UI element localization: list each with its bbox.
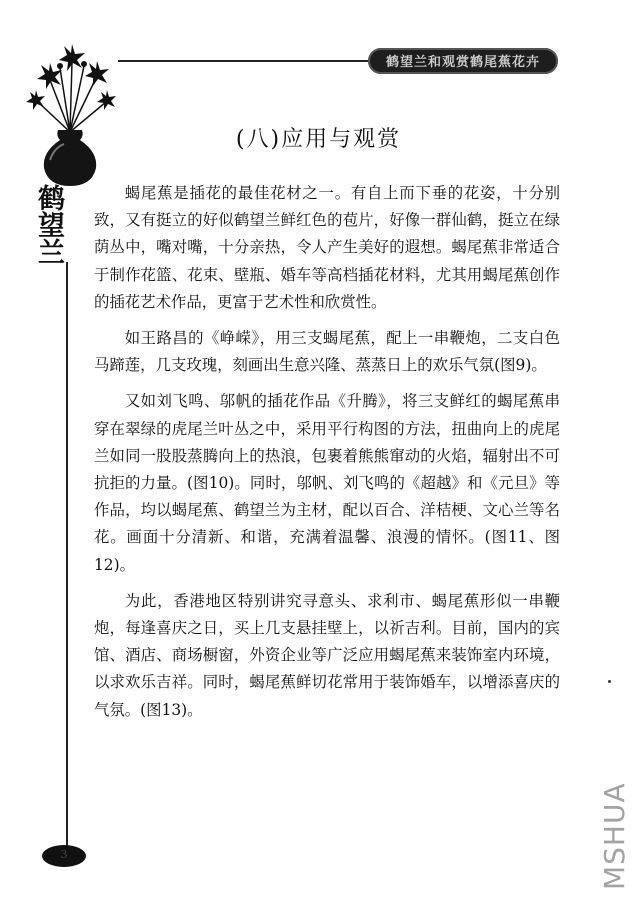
page-number: 3 — [60, 848, 68, 861]
paragraph: 如王路昌的《峥嵘》，用三支蝎尾蕉，配上一串鞭炮，二支白色马蹄莲，几支玫瑰，刻画出生意兴隆、蒸蒸日上的欢乐气氛(图9)。 — [94, 329, 560, 375]
side-label: 鹤望兰 — [33, 184, 64, 265]
header-banner-text: 鹤望兰和观赏鹤尾蕉花卉 — [385, 55, 540, 70]
paragraph: 蝎尾蕉是插花的最佳花材之一。有自上而下垂的花姿，十分别致，又有挺立的好似鹤望兰鲜红色的苞片，好像一群仙鹤，挺立在绿荫丛中，嘴对嘴，十分亲热，令人产生美好的遐想。蝎尾蕉非常适合于制作花篮、花束、壁瓶、婚车等高档插花材料，尤其用蝎尾蕉创作的插花艺术作品，更富于艺术性和欣赏性。 — [94, 184, 560, 311]
paragraph: 又如刘飞鸣、邬帆的插花作品《升腾》，将三支鲜红的蝎尾蕉串穿在翠绿的虎尾兰叶丛之中，采用平行构图的方法，扭曲向上的虎尾兰如同一股股蒸腾向上的热浪，包裹着熊熊窜动的火焰，辐射出不可抗拒的力量。(图10)。同时，邬帆、刘飞鸣的《超越》和《元旦》等作品，均以蝎尾蕉、鹤望兰为主材，配以百合、洋桔梗、文心兰等名花。画面十分清新、和谐，充满着温馨、浪漫的情怀。(图11、图12)。 — [94, 392, 560, 574]
body-text — [94, 180, 560, 733]
section-title: (八)应用与观赏 — [235, 127, 402, 152]
flower-vase-illustration — [20, 40, 120, 190]
header-banner — [368, 48, 558, 74]
page-number-badge — [42, 845, 86, 867]
margin-line — [66, 262, 68, 852]
header-rule — [118, 60, 368, 62]
watermark: MSHUA — [598, 782, 631, 890]
paragraph: 为此，香港地区特别讲究寻意头、求利市、蝎尾蕉形似一串鞭炮，每逢喜庆之日，买上几支悬挂壁上，以祈吉利。目前，国内的宾馆、酒店、商场橱窗，外资企业等广泛应用蝎尾蕉来装饰室内环境，以求欢乐吉祥。同时，蝎尾蕉鲜切花常用于装饰婚车，以增添喜庆的气氛。(图13)。 — [94, 591, 560, 719]
stray-dot — [608, 680, 611, 683]
